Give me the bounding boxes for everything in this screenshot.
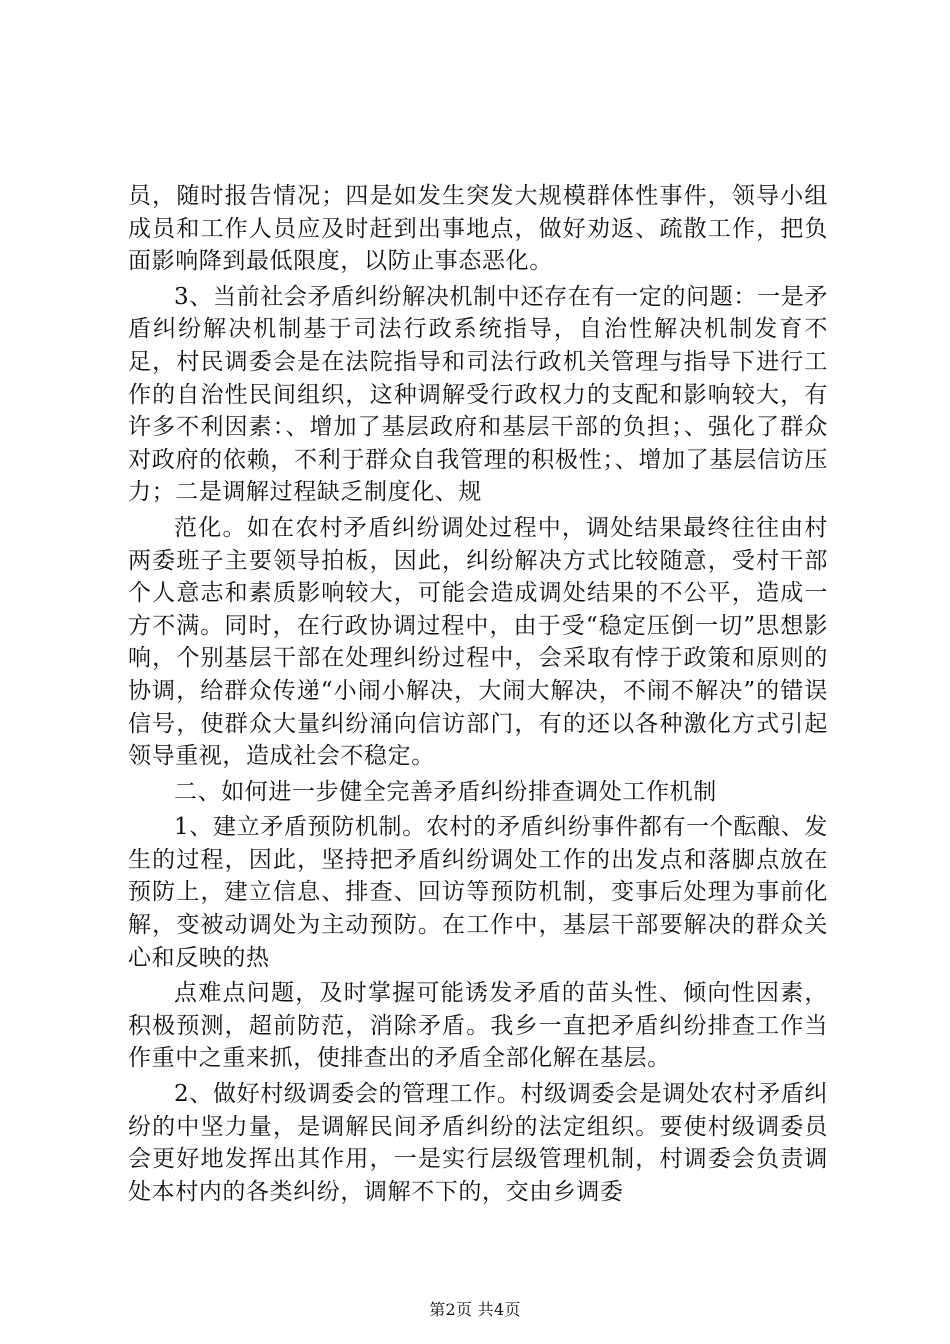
paragraph: 员，随时报告情况；四是如发生突发大规模群体性事件，领导小组成员和工作人员应及时赶到出事地点，做好劝返、疏散工作，把负面影响降到最低限度，以防止事态恶化。 xyxy=(128,183,828,275)
page-number-footer: 第2页 共4页 xyxy=(429,1300,521,1319)
paragraph: 点难点问题，及时掌握可能诱发矛盾的苗头性、倾向性因素，积极预测，超前防范，消除矛盾。我乡一直把矛盾纠纷排查工作当作重中之重来抓，使排查出的矛盾全部化解在基层。 xyxy=(128,980,828,1072)
paragraph: 2、做好村级调委会的管理工作。村级调委会是调处农村矛盾纠纷的中坚力量，是调解民间矛盾纠纷的法定组织。要使村级调委员会更好地发挥出其作用，一是实行层级管理机制，村调委会负责调处本村内的各类纠纷，调解不下的，交由乡调委 xyxy=(128,1081,828,1205)
paragraph: 3、当前社会矛盾纠纷解决机制中还存在有一定的问题：一是矛盾纠纷解决机制基于司法行政系统指导，自治性解决机制发育不足，村民调委会是在法院指导和司法行政机关管理与指导下进行工作的自治性民间组织，这种调解受行政权力的支配和影响较大，有许多不利因素：、增加了基层政府和基层干部的负担；、强化了群众对政府的依赖，不利于群众自我管理的积极性；、增加了基层信访压力；二是调解过程缺乏制度化、规 xyxy=(128,283,828,506)
paragraph: 1、建立矛盾预防机制。农村的矛盾纠纷事件都有一个酝酿、发生的过程，因此，坚持把矛盾纠纷调处工作的出发点和落脚点放在预防上，建立信息、排查、回访等预防机制，变事后处理为事前化解，变被动调处为主动预防。在工作中，基层干部要解决的群众关心和反映的热 xyxy=(128,814,828,971)
section-heading: 二、如何进一步健全完善矛盾纠纷排查调处工作机制 xyxy=(174,778,717,805)
document-body xyxy=(128,180,828,1208)
paragraph: 范化。如在农村矛盾纠纷调处过程中，调处结果最终往往由村两委班子主要领导拍板，因此，纠纷解决方式比较随意，受村干部个人意志和素质影响较大，可能会造成调处结果的不公平，造成一方不满。同时，在行政协调过程中，由于受“稳定压倒一切”思想影响，个别基层干部在处理纠纷过程中，会采取有悖于政策和原则的协调，给群众传递“小闹小解决，大闹大解决，不闹不解决”的错误信号，使群众大量纠纷涌向信访部门，有的还以各种激化方式引起领导重视，造成社会不稳定。 xyxy=(128,514,828,770)
